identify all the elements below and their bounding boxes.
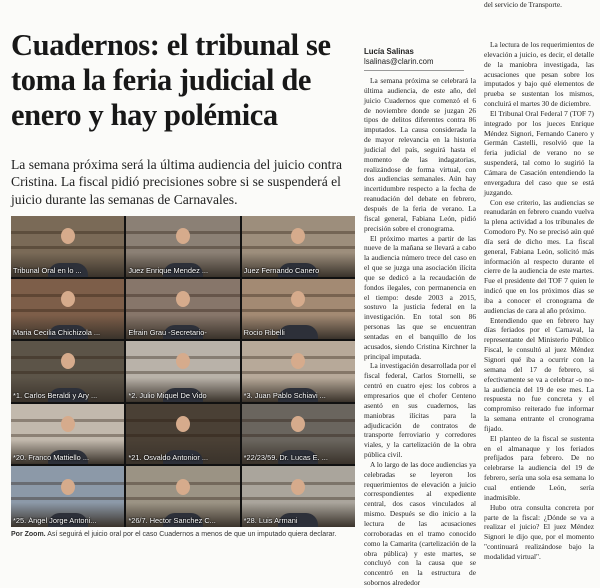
body-paragraph: El próximo martes a partir de las nueve de la mañana se llevará a cabo la audiencia número trece del caso en el que se juzga una asociación ilícita que se dedicó a la recaudación de fondos ilegales, con permanencia en el tiempo: desde 2003 a 2015, sostuvo la justicia federal en la investigación. En total son 86 personas las que se encuentran sentadas en el banquillo de los acusados, siendo Cristina Kirchner la principal imputada. <box>364 233 476 361</box>
participant-head <box>61 479 75 495</box>
body-column-2 <box>484 40 594 562</box>
byline <box>364 47 433 67</box>
column-top-text: del servicio de Transporte. <box>484 0 562 9</box>
shelf-line <box>126 371 239 374</box>
video-tile <box>11 341 124 402</box>
participant-name-label: Juez Enrique Mendez ... <box>128 266 209 275</box>
shelf-line <box>11 246 124 249</box>
video-tile <box>242 279 355 340</box>
shelf-line <box>126 434 239 437</box>
video-tile <box>126 216 239 277</box>
credit-text: Así seguirá el juicio oral por el caso Cuadernos a menos de que un imputado quiera declarar. <box>47 531 337 538</box>
photo-credit <box>11 530 361 539</box>
shelf-line <box>242 497 355 500</box>
participant-name-label: *25. Ángel Jorge Antoni... <box>13 516 97 525</box>
byline-email: lsalinas@clarin.com <box>364 57 434 66</box>
participant-name-label: Maria Cecilia Chichizola ... <box>13 329 101 338</box>
article-headline: Cuadernos: el tribunal se toma la feria judicial de enero y hay polémica <box>11 28 331 132</box>
participant-name-label: *1. Carlos Beraldi y Ary ... <box>13 391 98 400</box>
participant-name-label: Efrain Grau -Secretario- <box>128 329 207 338</box>
body-paragraph: A lo largo de las doce audiencias ya celebradas se leyeron los requerimientos de elevación a juicio correspondientes al expediente central, dos casos vinculados al mismo. Después se dio inicio a la lectura de las acusaciones corroboradas en el tramo conocido como la Camarita (cartelización de la obra pública) y este martes, se concluyó con la causa que se concentró en la estructura de sobornos alrededor <box>364 459 476 588</box>
participant-name-label: Tribunal Oral en lo ... <box>13 266 82 275</box>
shelf-line <box>242 371 355 374</box>
video-tile <box>11 216 124 277</box>
video-tile <box>126 404 239 465</box>
video-tile <box>126 341 239 402</box>
video-tile <box>242 466 355 527</box>
byline-name: Lucía Salinas <box>364 47 414 56</box>
zoom-gallery <box>11 216 355 527</box>
participant-head <box>291 291 305 307</box>
credit-label: Por Zoom. <box>11 531 46 538</box>
participant-name-label: Juez Fernando Canero <box>243 266 320 275</box>
video-tile <box>242 341 355 402</box>
shelf-line <box>242 246 355 249</box>
participant-head <box>176 291 190 307</box>
participant-head <box>61 353 75 369</box>
body-paragraph: Hubo otra consulta concreta por parte de la fiscal: ¿Dónde se va a realizar el juicio? El juez Méndez Signori le dijo que, por el momento "continuará realizándose bajo la modalidad virtual". <box>484 502 594 561</box>
video-tile <box>242 216 355 277</box>
participant-head <box>61 416 75 432</box>
shelf-line <box>126 497 239 500</box>
participant-name-label: *2. Julio Miquel De Vido <box>128 391 207 400</box>
shelf-line <box>11 371 124 374</box>
shelf-line <box>242 309 355 312</box>
body-paragraph: Entendiendo que en febrero hay días feriados por el Carnaval, la representante del Ministerio Público Fiscal, le consultó al juez Méndez Signori qué iba a ocurrir con la semana del 17 de febrero, si efectivamente se va a celebrar -o no- la audiencia del 19 de ese mes. La respuesta no fue concreta y el compromiso reiterado fue informar la semana entrante el cronograma fijado. <box>484 315 594 433</box>
body-paragraph: El planteo de la fiscal se sustenta en el almanaque y los feriados prefijados para febrero. De no celebrarse la audiencia del 19 de febrero, sería una sola esa semana lo cual entiende León, sería inadmisible. <box>484 433 594 502</box>
shelf-line <box>126 309 239 312</box>
body-column-1 <box>364 76 476 588</box>
shelf-line <box>126 246 239 249</box>
participant-head <box>176 228 190 244</box>
video-tile <box>11 279 124 340</box>
shelf-line <box>11 497 124 500</box>
participant-name-label: *26/7. Hector Sanchez C... <box>128 516 216 525</box>
participant-head <box>61 291 75 307</box>
participant-name-label: Rocio Ribelli <box>243 329 285 338</box>
video-tile <box>11 466 124 527</box>
participant-head <box>291 479 305 495</box>
shelf-line <box>11 309 124 312</box>
body-paragraph: Con ese criterio, las audiencias se reanudarán en febrero cuando vuelva la plena actividad a los tribunales de Comodoro Py. No se precisó aún qué día será de dicho mes. La fiscal general, Fabiana León, solicitó más información al respecto durante el cierre de la audiencia de este martes. Fue el presidente del TOF 7 quien le indicó que en los próximos días se iba a conocer el cronograma de audiencias de cara al año próximo. <box>484 197 594 315</box>
article-deck: La semana próxima será la última audiencia del juicio contra Cristina. La fiscal pidió precisiones sobre si se suspenderá el juicio durante las semanas de Carnavales. <box>11 157 343 207</box>
participant-head <box>176 416 190 432</box>
participant-name-label: *28. Luis Armani <box>243 516 298 525</box>
participant-head <box>61 228 75 244</box>
shelf-line <box>242 434 355 437</box>
participant-name-label: *20. Franco Mattiello ... <box>13 454 89 463</box>
participant-name-label: *3. Juan Pablo Schiavi ... <box>243 391 326 400</box>
body-paragraph: La investigación desarrollada por el fiscal federal, Carlos Stornelli, se centró en cuatro ejes: los cobros a empresarios que el chofer Centeno asentó en sus cuadernos, las maniobras ilícitas para la adjudicación de contratos de transporte ferroviario y corredores viales, y la cartelización de la obra pública civil. <box>364 361 476 460</box>
participant-name-label: *22/23/59. Dr. Lucas E. ... <box>243 454 328 463</box>
participant-name-label: *21. Osvaldo Antonior ... <box>128 454 209 463</box>
shelf-line <box>11 434 124 437</box>
byline-divider <box>364 70 464 71</box>
participant-head <box>176 479 190 495</box>
body-paragraph: La semana próxima se celebrará la última audiencia, de este año, del juicio Cuadernos que comenzó el 6 de noviembre donde se juzgan 26 tipos de delitos diferentes contra 86 imputados. La causa considerada la de mayor relevancia en la historia judicial del país, seguirá hasta el momento de las indagatorias, realizándose de forma virtual, con dos audiencias semanales. Aún hay incertidumbre respecto a la fecha de reanudación del debate en febrero, después de la feria de verano. La fiscal general, Fabiana León, pidió precisión sobre el cronograma. <box>364 76 476 233</box>
body-paragraph: La lectura de los requerimientos de elevación a juicio, es decir, el detalle de la maniobra investigada, las acusaciones que pesan sobre los imputados y bajo qué elementos de prueba se sustentan los mismos, concluirá el martes 30 de diciembre. <box>484 40 594 109</box>
video-tile <box>126 279 239 340</box>
video-tile <box>126 466 239 527</box>
video-tile <box>11 404 124 465</box>
video-tile <box>242 404 355 465</box>
body-paragraph: El Tribunal Oral Federal 7 (TOF 7) integrado por los jueces Enrique Méndez Signori, Fernando Canero y Germán Castelli, resolvió que la feria judicial de verano no se suspenderá, tal como lo sugirió la Cámara de Casación entendiendo la envergadura del caso que se está juzgando. <box>484 108 594 197</box>
